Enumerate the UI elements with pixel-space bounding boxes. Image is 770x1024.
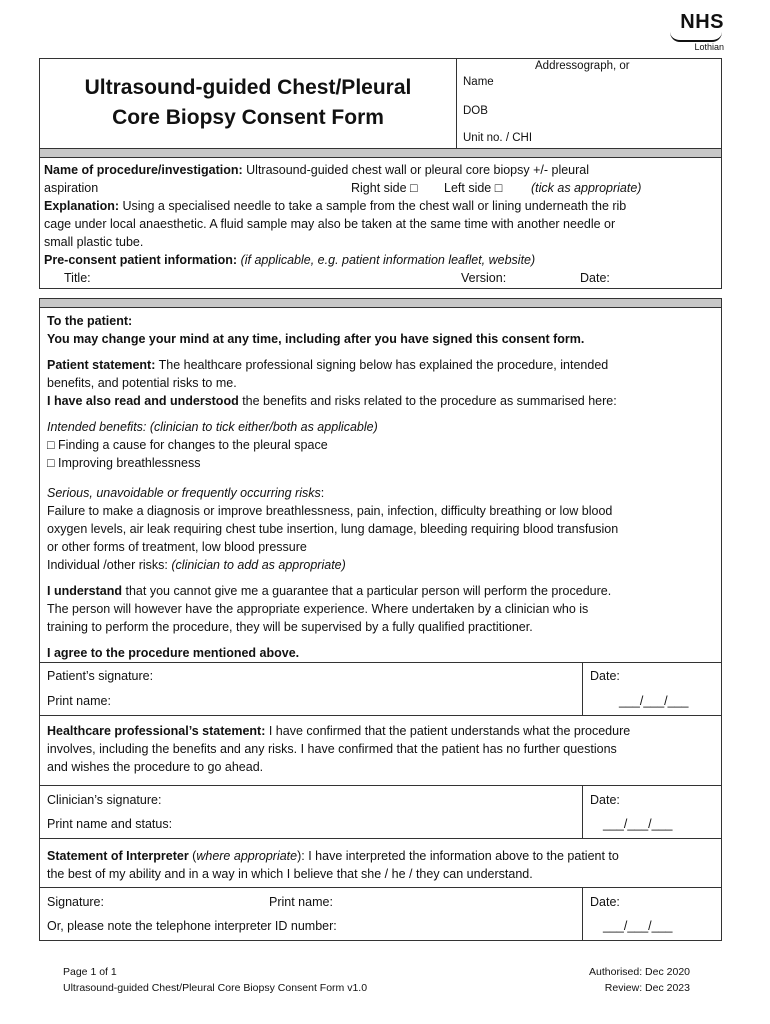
preconsent-date-label: Date: xyxy=(580,271,610,285)
benefits-heading xyxy=(47,418,715,436)
name-label: Name xyxy=(463,76,494,88)
nhs-lothian-logo xyxy=(664,12,724,53)
footer-right xyxy=(589,964,690,996)
patient-signature-row xyxy=(40,662,721,716)
procedure-name xyxy=(44,161,717,179)
interpreter-label: Statement of Interpreter xyxy=(47,849,189,863)
clinician-statement xyxy=(40,715,721,786)
logo-region: Lothian xyxy=(694,42,724,52)
to-patient-heading xyxy=(47,312,715,330)
procedure-name-label: Name of procedure/investigation: xyxy=(44,163,243,177)
interpreter-id-field[interactable]: Or, please note the telephone interpreter ID number: xyxy=(47,919,337,933)
clinician-statement-label: Healthcare professional’s statement: xyxy=(47,724,266,738)
page-title xyxy=(40,73,456,133)
clinician-statement-line-1: I have confirmed that the patient understands what the procedure xyxy=(268,724,631,738)
version-field-label: Version: xyxy=(461,271,507,285)
interpreter-note: where appropriate xyxy=(196,849,298,863)
title-line-2: Core Biopsy Consent Form xyxy=(112,106,384,129)
interpreter-date-cell xyxy=(582,888,722,941)
understand-line-1: that you cannot give me a guarantee that a particular person will perform the procedure. xyxy=(125,584,612,598)
other-risks xyxy=(47,556,715,574)
also-read-rest: the benefits and risks related to the procedure as summarised here: xyxy=(242,394,617,408)
preconsent-label: Pre-consent patient information: xyxy=(44,253,238,267)
risks-heading-text: Serious, unavoidable or frequently occurring risks xyxy=(47,486,321,500)
agree-text: I agree to the procedure mentioned above. xyxy=(47,646,300,660)
interpreter-date-label: Date: xyxy=(590,895,620,909)
risks-line-2: oxygen levels, air leak requiring chest tube insertion, lung damage, bleeding requiring blood transfusion xyxy=(47,522,619,536)
explanation-line-3: small plastic tube. xyxy=(44,235,144,249)
tick-note: (tick as appropriate) xyxy=(531,181,642,195)
interpreter-signature-row xyxy=(40,887,721,941)
explanation-line-2: cage under local anaesthetic. A fluid sample may also be taken at the same time with another needle or xyxy=(44,217,616,231)
footer-left xyxy=(63,964,367,996)
interpreter-line-2: the best of my ability and in a way in which I believe that she / he / they can understand. xyxy=(47,867,533,881)
patient-statement-line-1: The healthcare professional signing below has explained the procedure, intended xyxy=(158,358,609,372)
interpreter-statement-text: Statement of Interpreter (where appropriate): I have interpreted the information above to the patient to the best of my ability and in a way in which I believe that she / he / they can understand. xyxy=(47,847,715,883)
review-date: Review: Dec 2023 xyxy=(604,982,690,994)
clinician-signature-field[interactable]: Clinician’s signature: xyxy=(47,793,162,807)
interpreter-line-1: ): I have interpreted the information above to the patient to xyxy=(297,849,619,863)
clinician-statement-text xyxy=(47,722,715,776)
benefit-checkbox-1[interactable]: □ Finding a cause for changes to the pleural space xyxy=(47,438,328,452)
authorised-date: Authorised: Dec 2020 xyxy=(589,966,690,978)
consent-section xyxy=(39,307,722,941)
title-line-1: Ultrasound-guided Chest/Pleural xyxy=(84,76,412,99)
risks-line-1: Failure to make a diagnosis or improve breathlessness, pain, infection, difficulty breathing or low blood xyxy=(47,504,613,518)
also-read-label: I have also read and understood xyxy=(47,394,239,408)
benefit-checkbox-2[interactable]: □ Improving breathlessness xyxy=(47,456,201,470)
patient-date-cell xyxy=(582,663,722,716)
header-box xyxy=(39,58,722,150)
procedure-section xyxy=(39,157,722,289)
page-number: Page 1 of 1 xyxy=(63,966,117,978)
patient-date-field[interactable]: ___/___/___ xyxy=(619,694,689,708)
nhs-logo-text: NHS xyxy=(680,11,724,33)
risks-line-3: or other forms of treatment, low blood pressure xyxy=(47,540,307,554)
preconsent-fields xyxy=(44,269,717,287)
addressograph-label: Addressograph, or xyxy=(535,60,630,72)
patient-statement-label: Patient statement: xyxy=(47,358,156,372)
understand-line-3: training to perform the procedure, they will be supervised by a fully qualified practitioner. xyxy=(47,620,533,634)
agree-statement xyxy=(47,644,715,662)
to-patient-label: To the patient: xyxy=(47,314,133,328)
procedure-name-value-2: aspiration xyxy=(44,181,99,195)
interpreter-date-field[interactable]: ___/___/___ xyxy=(603,919,673,933)
clinician-statement-line-2: involves, including the benefits and any risks. I have confirmed that the patient has no further questions xyxy=(47,742,617,756)
interpreter-signature-field[interactable]: Signature: xyxy=(47,895,104,909)
preconsent-note: (if applicable, e.g. patient information leaflet, website) xyxy=(240,253,536,267)
other-risks-note: (clinician to add as appropriate) xyxy=(171,558,346,572)
clinician-date-field[interactable]: ___/___/___ xyxy=(603,817,673,831)
unit-chi-label: Unit no. / CHI xyxy=(463,132,533,144)
understand-line-2: The person will however have the appropriate experience. Where undertaken by a clinician who is xyxy=(47,602,589,616)
change-mind-note xyxy=(47,330,715,348)
also-read xyxy=(47,392,715,410)
clinician-statement-line-3: and wishes the procedure to go ahead. xyxy=(47,760,264,774)
clinician-print-name-field[interactable]: Print name and status: xyxy=(47,817,173,831)
interpreter-statement xyxy=(40,838,721,888)
understand xyxy=(47,582,715,600)
clinician-date-label: Date: xyxy=(590,793,620,807)
patient-statement xyxy=(47,356,715,374)
clinician-date-cell xyxy=(582,786,722,839)
title-field-label: Title: xyxy=(64,271,91,285)
explanation-line-1: Using a specialised needle to take a sample from the chest wall or lining underneath the rib xyxy=(122,199,627,213)
dob-label: DOB xyxy=(463,105,488,117)
explanation-label: Explanation: xyxy=(44,199,120,213)
patient-statement-block xyxy=(47,312,715,662)
patient-date-label: Date: xyxy=(590,669,620,683)
patient-statement-line-2: benefits, and potential risks to me. xyxy=(47,376,237,390)
explanation xyxy=(44,197,717,215)
clinician-signature-row xyxy=(40,785,721,839)
other-risks-label: Individual /other risks: xyxy=(47,558,168,572)
benefits-heading-text: Intended benefits: (clinician to tick either/both as applicable) xyxy=(47,420,378,434)
understand-label: I understand xyxy=(47,584,123,598)
risks-heading: Serious, unavoidable or frequently occurring risks: xyxy=(47,486,325,500)
interpreter-print-name-field[interactable]: Print name: xyxy=(269,895,333,909)
change-mind-text: You may change your mind at any time, including after you have signed this consent form. xyxy=(47,332,585,346)
addressograph-area xyxy=(456,58,721,148)
patient-print-name-field[interactable]: Print name: xyxy=(47,694,111,708)
preconsent-info xyxy=(44,251,717,269)
logo-swoosh-icon xyxy=(670,32,722,42)
left-side-checkbox[interactable]: Left side □ xyxy=(444,181,503,195)
document-name: Ultrasound-guided Chest/Pleural Core Biopsy Consent Form v1.0 xyxy=(63,982,368,994)
procedure-side-row xyxy=(44,179,717,197)
right-side-checkbox[interactable]: Right side □ xyxy=(351,181,418,195)
procedure-name-value: Ultrasound-guided chest wall or pleural core biopsy +/- pleural xyxy=(246,163,590,177)
patient-signature-field[interactable]: Patient’s signature: xyxy=(47,669,154,683)
